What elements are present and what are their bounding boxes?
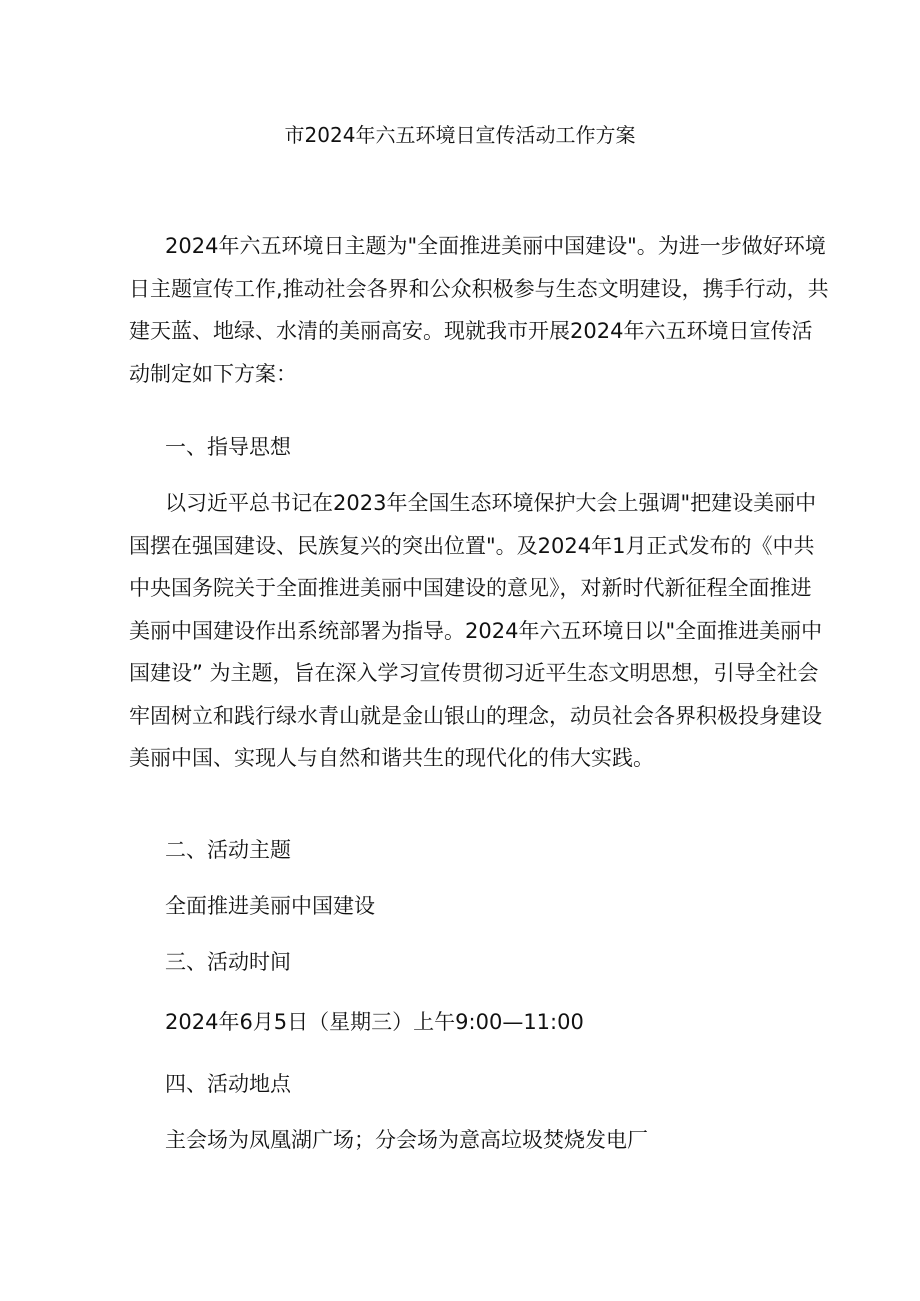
intro-line: 建天蓝、地绿、水清的美丽高安。现就我市开展2024年六五环境日宣传活 bbox=[129, 319, 813, 343]
paragraph-line: 国建设” 为主题，旨在深入学习宣传贯彻习近平生态文明思想，引导全社会 bbox=[129, 661, 819, 685]
document-title: 市2024年六五环境日宣传活动工作方案 bbox=[284, 123, 636, 147]
activity-theme-text: 全面推进美丽中国建设 bbox=[165, 894, 375, 918]
intro-paragraph bbox=[129, 232, 829, 389]
intro-line: 日主题宣传工作,推动社会各界和公众积极参与生态文明建设，携手行动，共 bbox=[129, 276, 829, 301]
section-heading-activity-theme: 二、活动主题 bbox=[165, 838, 291, 862]
guiding-ideology-paragraph bbox=[129, 489, 823, 774]
paragraph-line: 牢固树立和践行绿水青山就是金山银山的理念，动员社会各界积极投身建设 bbox=[129, 703, 822, 728]
paragraph-line: 中央国务院关于全面推进美丽中国建设的意见》，对新时代新征程全面推进 bbox=[129, 576, 812, 600]
paragraph-line: 美丽中国、实现人与自然和谐共生的现代化的伟大实践。 bbox=[129, 746, 654, 770]
intro-line: 2024年六五环境日主题为"全面推进美丽中国建设"。为进一步做好环境 bbox=[165, 234, 826, 258]
paragraph-line: 国摆在强国建设、民族复兴的突出位置"。及2024年1月正式发布的《中共 bbox=[129, 533, 815, 558]
activity-location-text: 主会场为凤凰湖广场；分会场为意高垃圾焚烧发电厂 bbox=[165, 1128, 648, 1152]
activity-time-text: 2024年6月5日（星期三）上午9:00—11:00 bbox=[165, 1010, 584, 1034]
section-heading-guiding-ideology: 一、指导思想 bbox=[165, 435, 291, 459]
section-heading-activity-location: 四、活动地点 bbox=[165, 1072, 291, 1096]
intro-line: 动制定如下方案： bbox=[129, 361, 297, 386]
paragraph-line: 以习近平总书记在2023年全国生态环境保护大会上强调"把建设美丽中 bbox=[165, 491, 817, 515]
paragraph-line: 美丽中国建设作出系统部署为指导。2024年六五环境日以"全面推进美丽中 bbox=[129, 618, 823, 643]
section-heading-activity-time: 三、活动时间 bbox=[165, 950, 291, 974]
